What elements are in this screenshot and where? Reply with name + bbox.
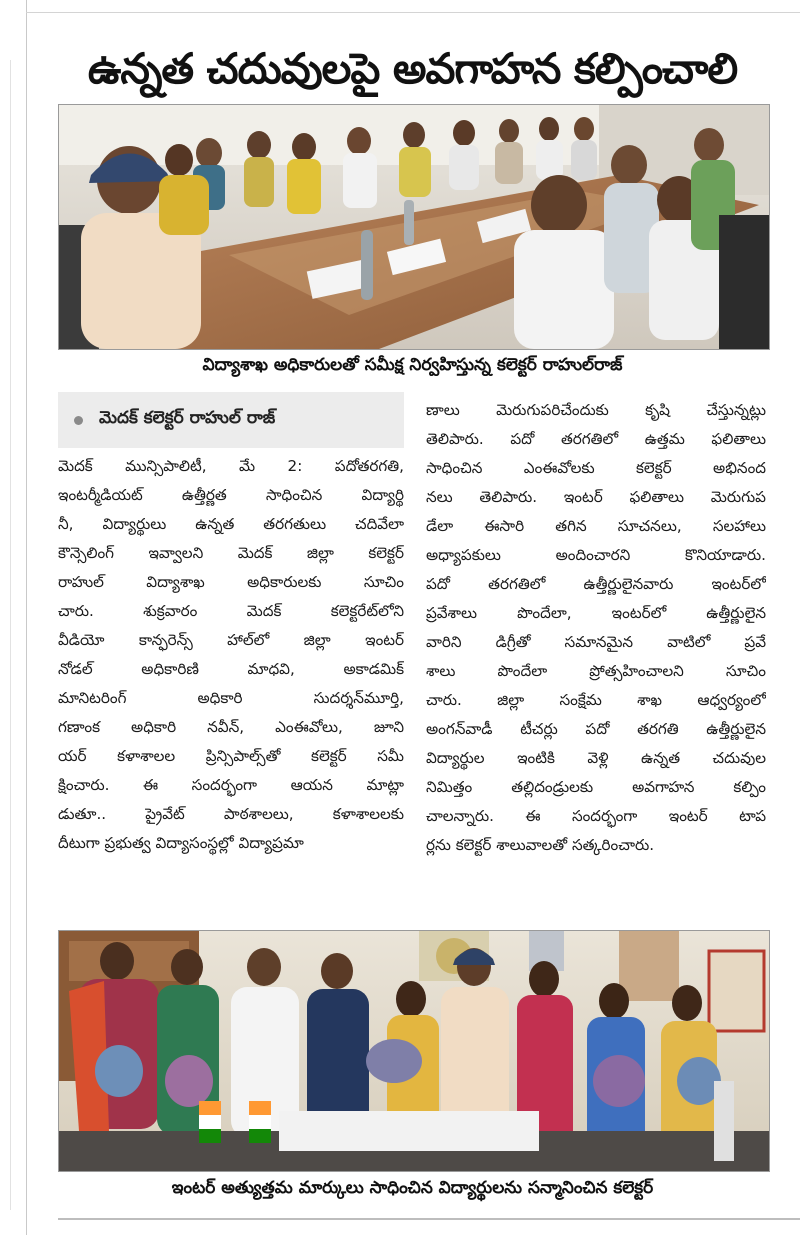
felicitation-photo-caption: ఇంటర్‌ అత్యుత్తమ మార్కులు సాధించిన విద్యార్థులను సన్మానించిన కలెక్టర్‌: [171, 1178, 654, 1198]
article-line: శాలు పొందేలా ప్రోత్సహించాలని సూచిం: [426, 662, 766, 680]
felicitation-photo: [58, 930, 770, 1172]
article-line: వారిని డిగ్రీతో సమానమైన వాటిలో ప్రవే: [426, 633, 766, 651]
article-line: అంగన్‌వాడీ టీచర్లు పదో తరగతి ఉత్తీర్ణులైన: [426, 720, 766, 738]
article-line: మానిటరింగ్‌ అధికారి సుదర్శన్‌మూర్తి,: [58, 689, 404, 707]
article-line: వీడియో కాన్ఫరెన్స్‌ హాల్‌లో జిల్లా ఇంటర్‌: [58, 631, 404, 649]
article-line: ణాలు మెరుగుపరిచేందుకు కృషి చేస్తున్నట్లు: [426, 401, 766, 419]
article-line: చారు. జిల్లా సంక్షేమ శాఖ ఆధ్వర్యంలో: [426, 691, 766, 709]
article-body-left-column: [58, 452, 404, 858]
article-line: యర్‌ కళాశాలల ప్రిన్సిపాల్స్‌తో కలెక్టర్‌ సమీ: [58, 747, 404, 765]
article-line: రాహుల్‌ విద్యాశాఖ అధికారులకు సూచిం: [58, 573, 404, 591]
article-line: దీటుగా ప్రభుత్వ విద్యాసంస్థల్లో విద్యాప్రమా: [58, 834, 304, 852]
article-line: ర్లను కలెక్టర్‌ శాలువాలతో సత్కరించారు.: [426, 836, 655, 854]
byline-box: [58, 392, 404, 448]
meeting-photo: [58, 104, 770, 350]
article-line: అధ్యాపకులు అందించారని కొనియాడారు.: [426, 546, 766, 564]
article-line: పదో తరగతిలో ఉత్తీర్ణులైనవారు ఇంటర్‌లో: [426, 575, 766, 593]
article-line: నలు తెలిపారు. ఇంటర్‌ ఫలితాలు మెరుగుప: [426, 488, 766, 506]
article-line: చారు. శుక్రవారం మెదక్‌ కలెక్టరేట్‌లోని: [58, 602, 404, 620]
top-border-line: [26, 12, 800, 13]
byline-text: మెదక్‌ కలెక్టర్‌ రాహుల్‌ రాజ్‌: [99, 408, 276, 428]
bottom-border-line: [58, 1218, 800, 1220]
headline: ఉన్నత చదువులపై అవగాహన కల్పించాలి: [87, 44, 738, 93]
meeting-photo-caption: విద్యాశాఖ అధికారులతో సమీక్ష నిర్వహిస్తున్న కలెక్టర్‌ రాహుల్‌రాజ్‌: [202, 355, 623, 375]
article-line: విద్యార్థుల ఇంటికి వెళ్లి ఉన్నత చదువుల: [426, 749, 766, 767]
article-line: తెలిపారు. పదో తరగతిలో ఉత్తమ ఫలితాలు: [426, 430, 766, 448]
article-line: ప్రవేశాలు పొందేలా, ఇంటర్‌లో ఉత్తీర్ణులైన: [426, 604, 766, 622]
article-line: నిమిత్తం తల్లిదండ్రులకు అవగాహన కల్పిం: [426, 778, 766, 796]
article-line: మెదక్‌ మున్సిపాలిటీ, మే 2: పదోతరగతి,: [58, 457, 404, 475]
article-line: నోడల్‌ అధికారిణి మాధవి, అకాడమిక్‌: [58, 660, 404, 678]
article-line: గణాంక అధికారి నవీన్‌, ఎంఈవోలు, జూని: [58, 718, 404, 736]
page-edge-line: [10, 60, 11, 1210]
article-line: కౌన్సెలింగ్‌ ఇవ్వాలని మెదక్‌ జిల్లా కలెక్టర్‌: [58, 544, 404, 562]
article-line: ఇంటర్మీడియట్‌ ఉత్తీర్ణత సాధించిన విద్యార్థి: [58, 486, 404, 504]
article-line: డేలా ఈసారి తగిన సూచనలు, సలహాలు: [426, 517, 766, 535]
article-line: డుతూ.. ప్రైవేట్‌ పాఠశాలలు, కళాశాలలకు: [58, 805, 404, 823]
article-body-right-column: [426, 396, 766, 860]
article-line: సాధించిన ఎంఈవోలకు కలెక్టర్‌ అభినంద: [426, 459, 766, 477]
column-separator-line: [26, 0, 27, 1235]
article-line: క్షించారు. ఈ సందర్భంగా ఆయన మాట్లా: [58, 776, 404, 794]
bullet-icon: [74, 416, 83, 425]
article-line: నీ, విద్యార్థులు ఉన్నత తరగతులు చదివేలా: [58, 515, 404, 533]
article-line: చాలన్నారు. ఈ సందర్భంగా ఇంటర్‌ టాప: [426, 807, 766, 825]
